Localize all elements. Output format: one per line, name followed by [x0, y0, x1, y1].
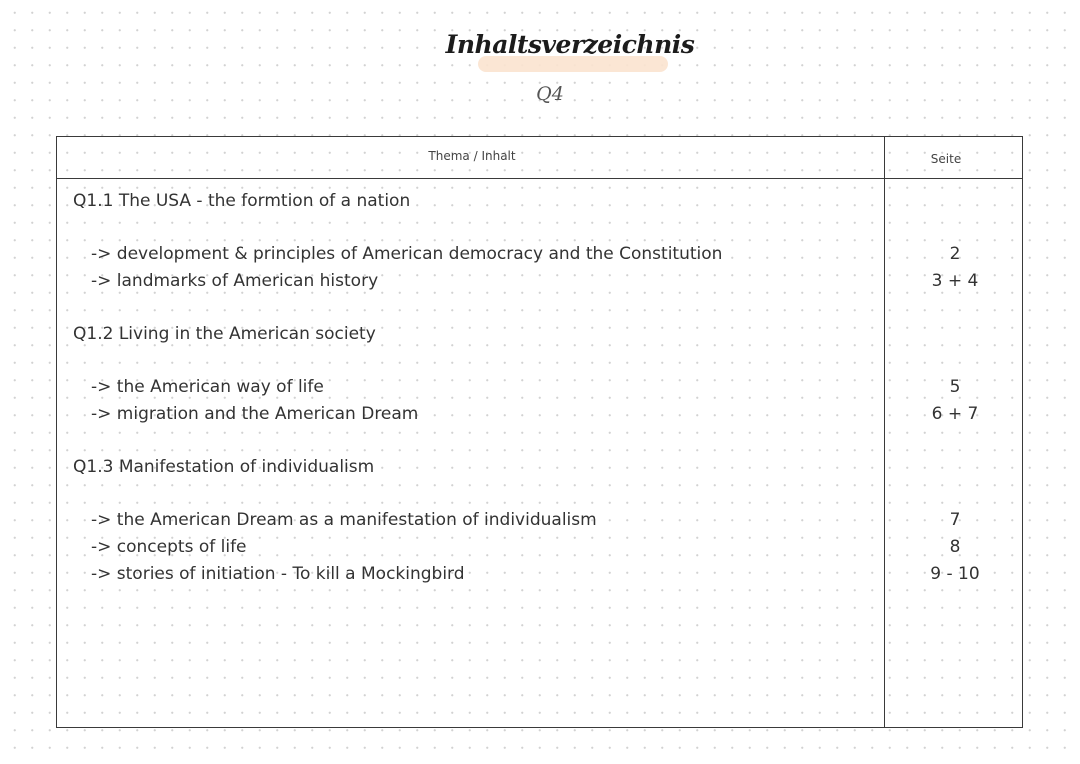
list-item: -> stories of initiation - To kill a Mockingbird: [91, 564, 465, 584]
list-item: -> concepts of life: [91, 537, 247, 557]
section-title: Q1.2 Living in the American society: [73, 324, 376, 344]
column-header-topic: Thema / Inhalt: [428, 149, 516, 163]
list-item: -> migration and the American Dream: [91, 404, 419, 424]
table-header-row: [57, 137, 1022, 179]
page-number: 9 - 10: [930, 564, 980, 584]
section-title: Q1.1 The USA - the formtion of a nation: [73, 191, 411, 211]
column-divider: [884, 137, 885, 727]
page-number: 6 + 7: [931, 404, 979, 424]
page-number: 2: [949, 244, 961, 264]
page-title: Inhaltsverzeichnis: [445, 30, 695, 59]
list-item: -> the American Dream as a manifestation of individualism: [91, 510, 597, 530]
page-number: 3 + 4: [931, 271, 979, 291]
page-number: 8: [949, 537, 961, 557]
list-item: -> the American way of life: [91, 377, 324, 397]
page-number: 7: [949, 510, 961, 530]
contents-table: [56, 136, 1023, 728]
column-header-page: Seite: [930, 152, 962, 166]
list-item: -> landmarks of American history: [91, 271, 379, 291]
page-number: 5: [949, 377, 961, 397]
list-item: -> development & principles of American democracy and the Constitution: [91, 244, 723, 264]
section-title: Q1.3 Manifestation of individualism: [73, 457, 375, 477]
page-subtitle: Q4: [536, 83, 564, 105]
